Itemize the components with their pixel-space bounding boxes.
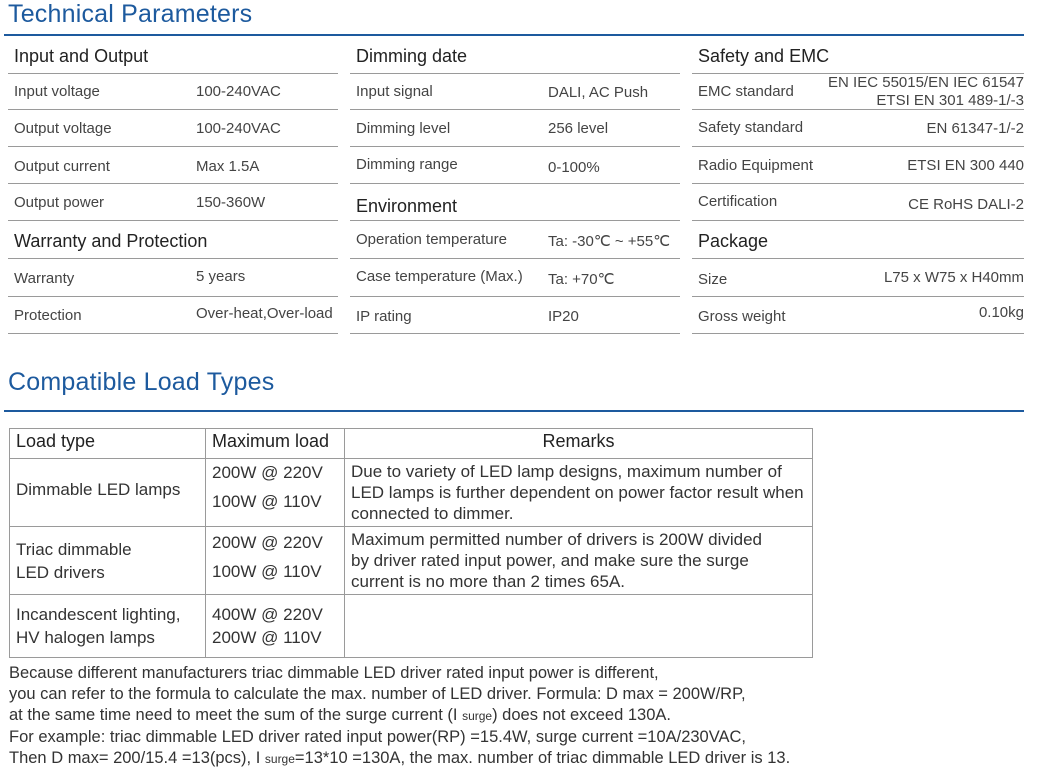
load-type-cell	[10, 459, 206, 527]
max-load-line: 200W @ 110V	[212, 628, 322, 647]
remarks-line: Maximum permitted number of drivers is 200W divided	[351, 530, 762, 549]
param-value: Max 1.5A	[196, 158, 260, 175]
param-row	[8, 110, 338, 147]
param-label: Gross weight	[698, 308, 786, 325]
param-value: L75 x W75 x H40mm	[883, 269, 1024, 286]
package-header	[692, 221, 1024, 259]
max-load-line: 200W @ 220V	[212, 533, 323, 552]
load-types-table	[9, 428, 813, 658]
remarks-line: LED lamps is further dependent on power factor result when	[351, 483, 804, 502]
load-type-line: HV halogen lamps	[16, 628, 155, 647]
param-label: Output power	[14, 194, 105, 211]
load-type-line: Dimmable LED lamps	[16, 480, 181, 499]
param-value: EN IEC 55015/EN IEC 61547	[828, 74, 1024, 91]
section-divider	[4, 34, 1024, 36]
param-label: Certification	[698, 193, 778, 210]
note-line: you can refer to the formula to calculate the max. number of LED driver. Formula: D max = 200W/RP,	[9, 685, 746, 703]
param-label: IP rating	[356, 308, 412, 325]
load-type-cell	[10, 595, 206, 658]
load-type-line: LED drivers	[16, 563, 105, 582]
section-divider	[4, 410, 1024, 412]
load-type-cell	[10, 527, 206, 595]
param-label: Protection	[14, 307, 82, 324]
param-value: 100-240VAC	[196, 120, 281, 137]
dimming-column	[350, 38, 680, 338]
max-load-line: 200W @ 220V	[212, 463, 323, 482]
param-row	[8, 297, 338, 334]
param-value: IP20	[548, 308, 579, 325]
param-row	[692, 74, 1024, 110]
safety-column	[692, 38, 1024, 338]
header-maximum-load: Maximum load	[206, 429, 345, 459]
dimming-title: Dimming date	[356, 46, 468, 66]
note-text: at the same time need to meet the sum of the surge current (I	[9, 706, 463, 724]
param-label: EMC standard	[698, 83, 794, 100]
param-label: Input voltage	[14, 83, 100, 100]
param-row	[350, 259, 680, 297]
param-value: ETSI EN 300 440	[907, 157, 1024, 174]
safety-title: Safety and EMC	[698, 46, 830, 66]
header-load-type: Load type	[10, 429, 206, 459]
dimming-header	[350, 38, 680, 74]
warranty-header	[8, 221, 338, 259]
remarks-cell	[345, 527, 813, 595]
param-value: DALI, AC Push	[548, 84, 649, 101]
param-row	[350, 297, 680, 334]
note-line: For example: triac dimmable LED driver rated input power(RP) =15.4W, surge current =10A/230VAC,	[9, 728, 747, 746]
param-value: Ta: -30℃ ~ +55℃	[548, 233, 671, 250]
note-text: Then D max= 200/15.4 =13(pcs), I	[9, 749, 265, 767]
note-text: ) does not exceed 130A.	[492, 706, 671, 724]
table-row	[10, 459, 813, 527]
param-row	[8, 184, 338, 221]
input-output-column	[8, 38, 338, 338]
param-label: Input signal	[356, 83, 433, 100]
param-row	[692, 184, 1024, 221]
max-load-line: 100W @ 110V	[212, 562, 322, 581]
param-value: CE RoHS DALI-2	[908, 196, 1024, 213]
param-label: Warranty	[14, 270, 75, 287]
formula-notes	[9, 663, 790, 770]
load-type-line: Triac dimmable	[16, 540, 132, 559]
param-value: 150-360W	[196, 194, 266, 211]
param-value: 5 years	[196, 268, 246, 285]
header-remarks: Remarks	[345, 429, 813, 459]
param-row	[350, 147, 680, 184]
param-label: Dimming range	[356, 156, 458, 173]
note-line	[9, 705, 790, 727]
param-label: Radio Equipment	[698, 157, 814, 174]
remarks-line: current is no more than 2 times 65A.	[351, 572, 626, 591]
safety-header	[692, 38, 1024, 74]
param-label: Output voltage	[14, 120, 112, 137]
param-value: 0.10kg	[978, 304, 1024, 321]
param-row	[350, 74, 680, 110]
input-output-title: Input and Output	[14, 46, 149, 66]
note-subscript: surge	[462, 709, 493, 723]
param-value: Over-heat,Over-load	[196, 305, 333, 322]
param-label: Operation temperature	[356, 231, 507, 248]
max-load-cell	[206, 459, 345, 527]
param-row	[8, 74, 338, 110]
param-value: 256 level	[548, 120, 609, 137]
param-row	[692, 147, 1024, 184]
param-label: Case temperature (Max.)	[356, 268, 523, 285]
param-label: Size	[698, 271, 728, 288]
remarks-line: Due to variety of LED lamp designs, maximum number of	[351, 462, 782, 481]
package-title: Package	[698, 231, 769, 251]
param-value-line2: ETSI EN 301 489-1/-3	[876, 92, 1024, 109]
param-label: Safety standard	[698, 119, 804, 136]
param-row	[8, 147, 338, 184]
note-line	[9, 748, 790, 770]
param-label: Output current	[14, 158, 110, 175]
warranty-title: Warranty and Protection	[14, 231, 208, 251]
max-load-cell	[206, 527, 345, 595]
param-value: 100-240VAC	[196, 83, 281, 100]
max-load-cell	[206, 595, 345, 658]
param-value: Ta: +70℃	[548, 271, 615, 288]
environment-header	[350, 184, 680, 221]
param-row	[692, 259, 1024, 297]
note-text: =13*10 =130A, the max. number of triac dimmable LED driver is 13.	[294, 749, 791, 767]
table-header-row	[10, 429, 813, 459]
remarks-line: by driver rated input power, and make sure the surge	[351, 551, 749, 570]
param-value: EN 61347-1/-2	[926, 120, 1024, 137]
table-row	[10, 595, 813, 658]
compatible-load-types-title: Compatible Load Types	[8, 368, 275, 396]
param-row	[350, 221, 680, 259]
remarks-cell	[345, 595, 813, 658]
param-row	[350, 110, 680, 147]
param-row	[8, 259, 338, 297]
param-row	[692, 297, 1024, 334]
param-row	[692, 110, 1024, 147]
remarks-cell	[345, 459, 813, 527]
input-output-header	[8, 38, 338, 74]
technical-parameters-title: Technical Parameters	[8, 0, 253, 28]
max-load-line: 100W @ 110V	[212, 492, 322, 511]
max-load-line: 400W @ 220V	[212, 605, 323, 624]
environment-title: Environment	[356, 196, 458, 216]
note-line: Because different manufacturers triac dimmable LED driver rated input power is different,	[9, 664, 659, 682]
param-label: Dimming level	[356, 120, 451, 137]
table-row	[10, 527, 813, 595]
note-subscript: surge	[264, 752, 295, 766]
param-value: 0-100%	[548, 159, 600, 176]
remarks-line: connected to dimmer.	[351, 504, 514, 523]
load-type-line: Incandescent lighting,	[16, 605, 181, 624]
